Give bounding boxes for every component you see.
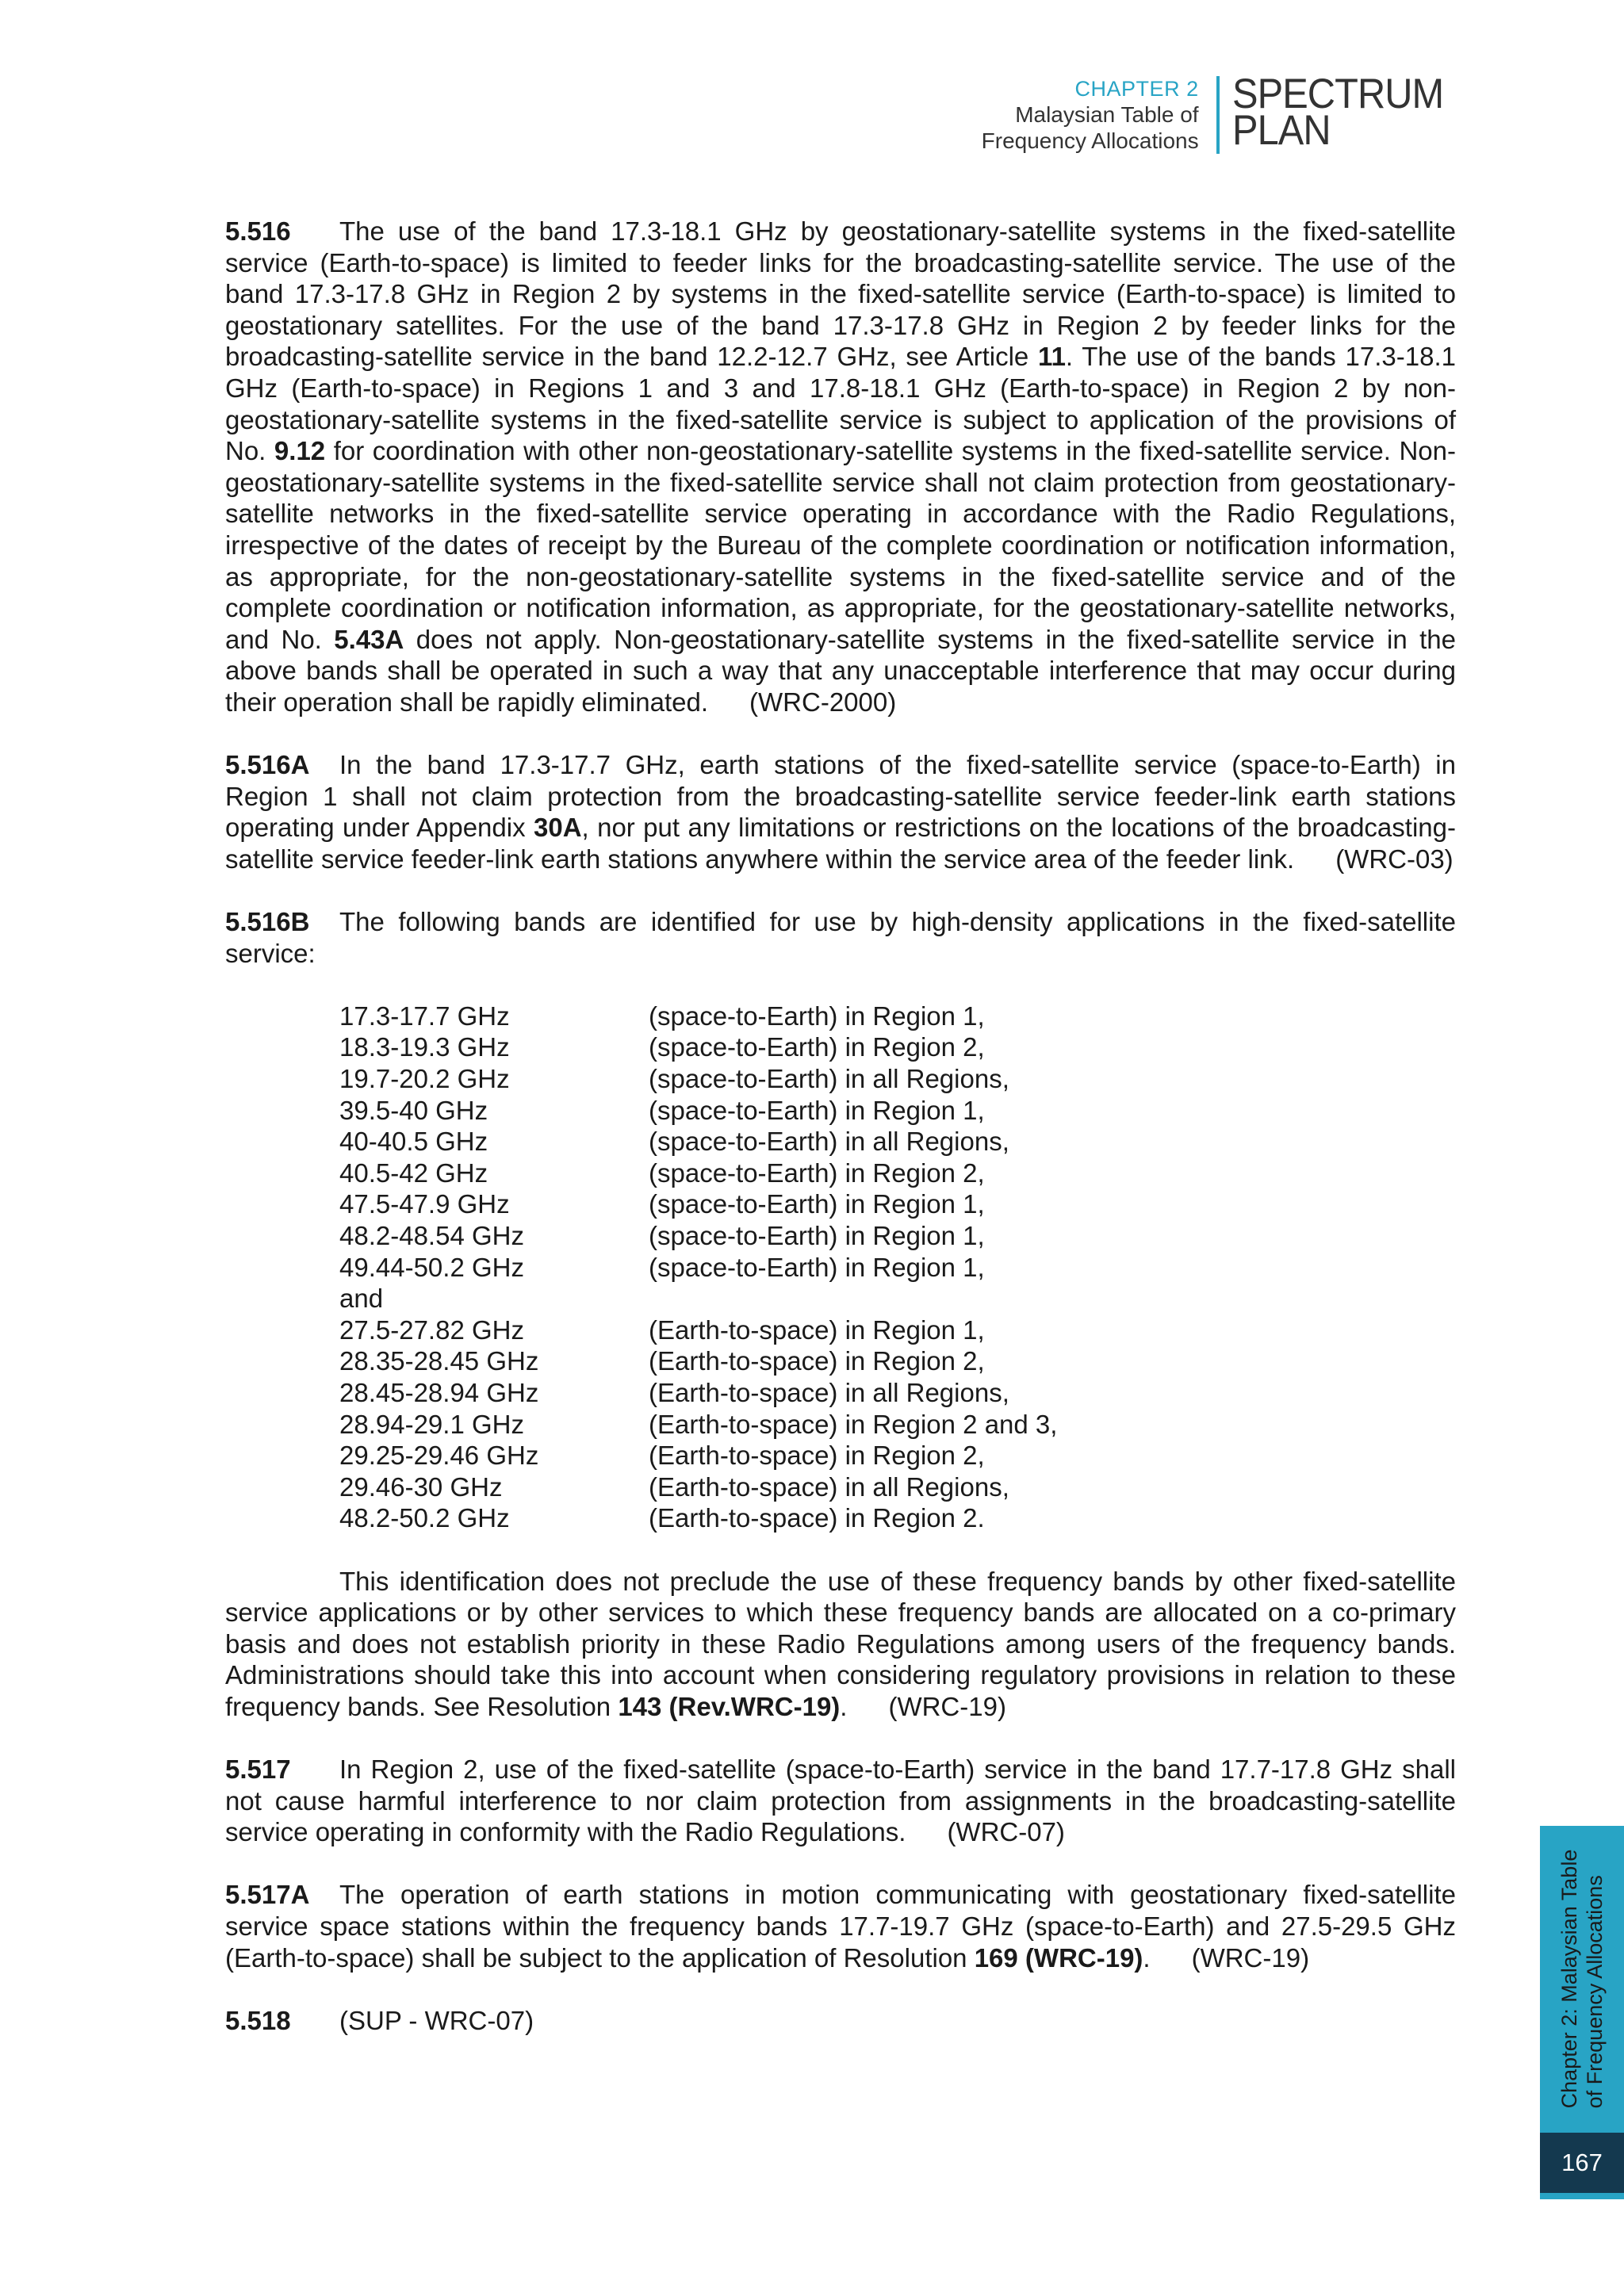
band-direction: (space-to-Earth) in Region 2, [649, 1032, 985, 1062]
side-tab-line2: of Frequency Allocations [1583, 1875, 1607, 2109]
band-row [339, 1314, 1456, 1346]
footnote-5-516B-continuation [225, 1566, 1456, 1723]
header-subtitle-line2: Frequency Allocations [981, 128, 1199, 153]
wrc-ref: (WRC-07) [947, 1817, 1065, 1847]
article-ref: 11 [1038, 342, 1066, 372]
footnote-text: for coordination with other non-geostationary-satellite systems in the fixed-satellite service. Non-geostationary-satellite systems in the fixed-satellite service shall not claim protection from geostationary-satellite networks in the fixed-satellite service operating in accordance with the Radio Regulations, irrespective of the dates of receipt by the Bureau of the complete coordination or notification information, as appropriate, for the non-geostationary-satellite systems in the fixed-satellite service and of the complete coordination or notification information, as appropriate, for the geostationary-satellite networks, and No. [225, 436, 1456, 654]
chapter-side-tab [1540, 1826, 1624, 2133]
logo-line1: SPECTRUM [1231, 71, 1443, 117]
band-direction: (Earth-to-space) in Region 2. [649, 1503, 985, 1533]
band-row [339, 1283, 1456, 1314]
band-row [339, 1095, 1456, 1127]
band-range: 17.3-17.7 GHz [339, 1001, 510, 1031]
page-header [981, 71, 1461, 154]
page-content [225, 216, 1456, 2068]
band-range: 19.7-20.2 GHz [339, 1064, 510, 1094]
resolution-ref: 143 (Rev.WRC-19) [618, 1691, 841, 1721]
band-direction: (Earth-to-space) in all Regions, [649, 1471, 1009, 1502]
footnote-number: 5.516B [225, 907, 310, 937]
footnote-5-517A [225, 1879, 1456, 1973]
footnote-5-517 [225, 1754, 1456, 1848]
footnote-5-516B [225, 906, 1456, 969]
wrc-ref: (WRC-19) [888, 1691, 1006, 1721]
spectrum-plan-logo [1220, 71, 1461, 154]
band-direction: (Earth-to-space) in Region 1, [649, 1314, 985, 1345]
band-row [339, 1377, 1456, 1409]
band-direction: (space-to-Earth) in Region 1, [649, 1221, 985, 1250]
footnote-text: The operation of earth stations in motion communicating with geostationary fixed-satellite service space stations within the frequency bands 17.7-19.7 GHz (space-to-Earth) and 27.5-29.5 GHz (Earth-to-space) shall be subject to the application of Resolution [225, 1880, 1456, 1973]
side-tab-label [1557, 1850, 1607, 2109]
band-direction: (space-to-Earth) in all Regions, [649, 1064, 1009, 1094]
band-row [339, 1440, 1456, 1471]
footnote-text: The use of the band 17.3-18.1 GHz by geostationary-satellite systems in the fixed-satellite service (Earth-to-space) is limited to feeder links for the broadcasting-satellite service. The use of the band 17.3-17.8 GHz in Region 2 by systems in the fixed-satellite service (Earth-to-space) is limited to geostationary satellites. For the use of the band 17.3-17.8 GHz in Region 2 by feeder links for the broadcasting-satellite service in the band 12.2-12.7 GHz, see Article [225, 216, 1456, 372]
band-range: 28.35-28.45 GHz [339, 1346, 539, 1376]
band-range: 40.5-42 GHz [339, 1158, 488, 1188]
band-direction: (space-to-Earth) in Region 1, [649, 1001, 985, 1031]
band-row [339, 1252, 1456, 1284]
footnote-number: 5.517 [225, 1755, 291, 1785]
footnote-text: does not apply. Non-geostationary-satellite systems in the fixed-satellite service in the above bands shall be operated in such a way that any unacceptable interference that may occur during their operation shall be rapidly eliminated. [225, 624, 1456, 717]
footnote-number: 5.516 [225, 216, 291, 246]
header-chapter-block [982, 76, 1216, 154]
footnote-text: The following bands are identified for use by high-density applications in the fixed-satellite service: [225, 907, 1456, 968]
band-range: 48.2-50.2 GHz [339, 1503, 510, 1533]
band-direction: (Earth-to-space) in all Regions, [649, 1377, 1009, 1407]
band-row [339, 1502, 1456, 1534]
band-direction: (space-to-Earth) in all Regions, [649, 1127, 1009, 1157]
band-range: 49.44-50.2 GHz [339, 1252, 524, 1282]
band-row [339, 1471, 1456, 1503]
band-range: 28.94-29.1 GHz [339, 1409, 524, 1439]
band-row [339, 1126, 1456, 1158]
band-row [339, 1188, 1456, 1220]
band-conjunction: and [339, 1284, 384, 1314]
provision-ref: 5.43A [334, 624, 404, 654]
footnote-5-518 [225, 2005, 1456, 2037]
side-tab-line1: Chapter 2: Malaysian Table [1557, 1849, 1581, 2109]
wrc-ref: (WRC-03) [1335, 844, 1454, 874]
header-subtitle-line1: Malaysian Table of [1015, 102, 1199, 127]
page-number-strip [1540, 2193, 1624, 2199]
header-chapter: CHAPTER 2 [1074, 77, 1199, 101]
band-direction: (Earth-to-space) in Region 2, [649, 1346, 985, 1376]
band-row [339, 1220, 1456, 1252]
band-row [339, 1063, 1456, 1095]
provision-ref: 9.12 [274, 436, 326, 466]
band-direction: (space-to-Earth) in Region 1, [649, 1189, 985, 1219]
band-row [339, 1001, 1456, 1032]
wrc-ref: (WRC-19) [1191, 1942, 1310, 1973]
footnote-text: In Region 2, use of the fixed-satellite (space-to-Earth) service in the band 17.7-17.8 GHz shall not cause harmful interference to nor claim protection from assignments in the broadcasting-satellite service operating in conformity with the Radio Regulations. [225, 1755, 1456, 1847]
footnote-5-516A [225, 749, 1456, 874]
page-number: 167 [1540, 2133, 1624, 2193]
band-list [339, 1001, 1456, 1534]
band-range: 18.3-19.3 GHz [339, 1032, 510, 1062]
footnote-number: 5.518 [225, 2005, 291, 2035]
wrc-ref: (WRC-2000) [749, 687, 897, 717]
band-row [339, 1031, 1456, 1063]
footnote-text: This identification does not preclude the use of these frequency bands by other fixed-satellite service applications or by other services to which these frequency bands are allocated on a co-primary basis and does not establish priority in these Radio Regulations among users of the frequency bands. Administrations should take this into account when considering regulatory provisions in relation to these frequency bands. See Resolution [225, 1566, 1456, 1721]
band-direction: (Earth-to-space) in Region 2, [649, 1441, 985, 1471]
footnote-number: 5.517A [225, 1880, 310, 1910]
footnote-5-516 [225, 216, 1456, 718]
appendix-ref: 30A [533, 813, 582, 843]
band-range: 27.5-27.82 GHz [339, 1314, 524, 1345]
footnote-text: , nor put any limitations or restrictions on the locations of the broadcasting-satellite service feeder-link earth stations anywhere within the service area of the feeder link. [225, 813, 1456, 874]
footnote-text: (SUP - WRC-07) [339, 2005, 534, 2035]
footnote-text: . The use of the bands 17.3-18.1 GHz (Earth-to-space) in Regions 1 and 3 and 17.8-18.1 GHz (Earth-to-space) in Region 2 by non-geostationary-satellite systems in the fixed-satellite service is subject to application of the provisions of No. [225, 342, 1456, 466]
footnote-text: In the band 17.3-17.7 GHz, earth stations of the fixed-satellite service (space-to-Earth) in Region 1 shall not claim protection from the broadcasting-satellite service feeder-link earth stations operating under Appendix [225, 750, 1456, 843]
band-range: 28.45-28.94 GHz [339, 1377, 539, 1407]
logo-line2: PLAN [1231, 107, 1331, 154]
band-direction: (space-to-Earth) in Region 1, [649, 1095, 985, 1125]
band-direction: (space-to-Earth) in Region 1, [649, 1252, 985, 1282]
band-range: 47.5-47.9 GHz [339, 1189, 510, 1219]
footnote-text: . [1143, 1942, 1151, 1973]
band-row [339, 1345, 1456, 1377]
band-range: 48.2-48.54 GHz [339, 1221, 524, 1250]
band-range: 29.25-29.46 GHz [339, 1441, 539, 1471]
band-row [339, 1158, 1456, 1189]
footnote-text: . [840, 1691, 848, 1721]
band-range: 40-40.5 GHz [339, 1127, 488, 1157]
band-range: 39.5-40 GHz [339, 1095, 488, 1125]
footnote-number: 5.516A [225, 750, 310, 780]
resolution-ref: 169 (WRC-19) [974, 1942, 1143, 1973]
band-row [339, 1409, 1456, 1441]
band-direction: (space-to-Earth) in Region 2, [649, 1158, 985, 1188]
band-direction: (Earth-to-space) in Region 2 and 3, [649, 1409, 1058, 1439]
band-range: 29.46-30 GHz [339, 1471, 503, 1502]
